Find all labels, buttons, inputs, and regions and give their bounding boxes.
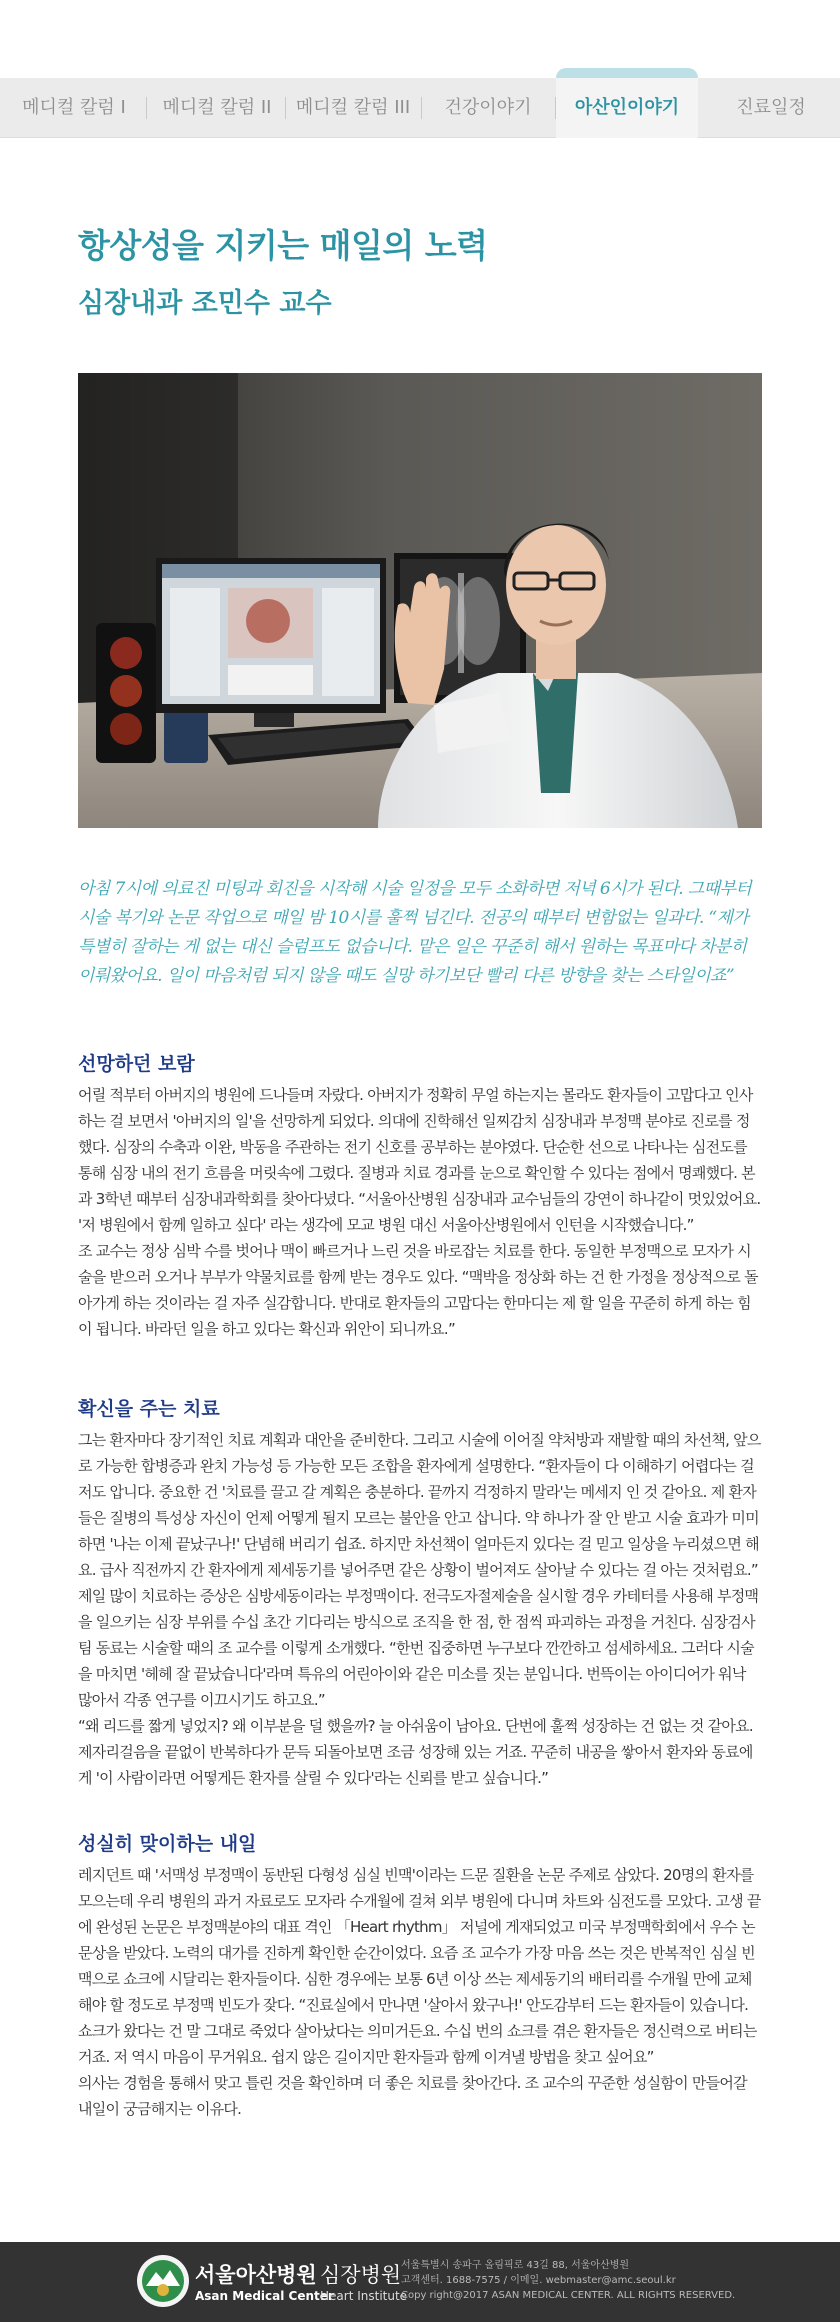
section-heading: 확신을 주는 치료: [78, 1398, 220, 1420]
section-body: [78, 1427, 762, 1791]
section-aspiration: [78, 1050, 762, 1342]
brand-name-korean: 서울아산병원: [195, 2263, 317, 2287]
paragraph: 어릴 적부터 아버지의 병원에 드나들며 자랐다. 아버지가 정확히 무얼 하는지는 몰라도 환자들이 고맙다고 인사하는 걸 보면서 '아버지의 일'을 선망하게 되었다. 의대에 진학해선 일찌감치 심장내과 부정맥 분야로 진로를 정했다. 심장의 수축과 이완, 박동을 주관하는 전기 신호를 공부하는 분야였다. 단순한 선으로 나타나는 심전도를 통해 심장 내의 전기 흐름을 머릿속에 그렸다. 질병과 치료 경과를 눈으로 확인할 수 있다는 점에서 명쾌했다. 본과 3학년 때부터 심장내과학회를 찾아다녔다. “서울아산병원 심장내과 교수님들의 강연이 하나같이 멋있었어요. '저 병원에서 함께 일하고 싶다' 라는 생각에 모교 병원 대신 서울아산병원에서 인턴을 시작했습니다.”: [78, 1086, 761, 1234]
section-body: [78, 1082, 762, 1342]
doctor-photo: [78, 373, 762, 828]
paragraph: 의사는 경험을 통해서 맞고 틀린 것을 확인하며 더 좋은 치료를 찾아간다. 조 교수의 꾸준한 성실함이 만들어갈 내일이 궁금해지는 이유다.: [78, 2074, 747, 2118]
section-body: [78, 1862, 762, 2122]
paragraph: 레지던트 때 '서맥성 부정맥이 동반된 다형성 심실 빈맥'이라는 드문 질환을 논문 주제로 삼았다. 20명의 환자를 모으는데 우리 병원의 과거 자료로도 모자라 수개월에 걸쳐 외부 병원에 다니며 차트와 심전도를 모았다. 고생 끝에 완성된 논문은 부정맥분야의 대표 격인 「Heart rhythm」 저널에 게재되었고 미국 부정맥학회에서 우수 논문상을 받았다. 노력의 대가를 진하게 확인한 순간이었다. 요즘 조 교수가 가장 마음 쓰는 것은 반복적인 심실 빈맥으로 쇼크에 시달리는 환자들이다. 심한 경우에는 보통 6년 이상 쓰는 제세동기의 배터리를 수개월 만에 교체해야 할 정도로 부정맥 빈도가 잦다. “진료실에서 만나면 '살아서 왔구나!' 안도감부터 드는 환자들이 있습니다. 쇼크가 왔다는 건 말 그대로 죽었다 살아났다는 의미거든요. 수십 번의 쇼크를 겪은 환자들은 정신력으로 버티는 거죠. 저 역시 마음이 무거워요. 쉽지 않은 길이지만 환자들과 함께 이겨낼 방법을 찾고 싶어요”: [78, 1866, 761, 2066]
section-tomorrow: [78, 1830, 762, 2122]
footer-contact: [401, 2258, 821, 2303]
article-subtitle: 심장내과 조민수 교수: [78, 288, 332, 319]
nav-divider: [285, 97, 286, 119]
paragraph: 그는 환자마다 장기적인 치료 계획과 대안을 준비한다. 그리고 시술에 이어질 약처방과 재발할 때의 차선책, 앞으로 가능한 합병증과 완치 가능성 등 가능한 모든 조합을 환자에게 설명한다. “환자들이 다 이해하기 어렵다는 걸 저도 압니다. 중요한 건 '치료를 끌고 갈 계획은 충분하다. 끝까지 걱정하지 말라'는 메세지 인 것 같아요. 제 환자들은 질병의 특성상 자신이 언제 어떻게 될지 모르는 불안을 안고 삽니다. 약 하나가 잘 안 받고 시술 효과가 미미하면 '나는 이제 끝났구나!' 단념해 버리기 쉽죠. 하지만 차선책이 얼마든지 있다는 걸 믿고 일상을 누리셨으면 해요. 급사 직전까지 간 환자에게 제세동기를 넣어주면 같은 상황이 벌어져도 살아날 수 있다는 걸 아는 것처럼요.”: [78, 1431, 761, 1579]
tab-medical-column-3[interactable]: 메디컬 칼럼 III: [295, 97, 411, 118]
nav-divider: [421, 97, 422, 119]
section-heading: 선망하던 보람: [78, 1053, 195, 1075]
department-name-english: Heart Institute: [320, 2289, 408, 2303]
section-confidence: [78, 1395, 762, 1791]
department-name-korean: 심장병원: [320, 2263, 402, 2287]
asan-logo-icon[interactable]: [136, 2254, 190, 2308]
article-title: 항상성을 지키는 매일의 노력: [78, 226, 488, 265]
paragraph: 조 교수는 정상 심박 수를 벗어나 맥이 빠르거나 느린 것을 바로잡는 치료를 한다. 동일한 부정맥으로 모자가 시술을 받으러 오거나 부부가 약물치료를 함께 받는 경우도 있다. “맥박을 정상화 하는 건 한 가정을 정상적으로 돌아가게 하는 것이라는 걸 자주 실감합니다. 반대로 환자들의 고맙다는 한마디는 제 할 일을 꾸준히 하게 하는 힘이 됩니다. 바라던 일을 하고 있다는 확신과 위안이 되니까요.”: [78, 1242, 758, 1338]
paragraph: “왜 리드를 짧게 넣었지? 왜 이부분을 덜 했을까? 늘 아쉬움이 남아요. 단번에 훌쩍 성장하는 건 없는 것 같아요. 제자리걸음을 끝없이 반복하다가 문득 되돌아보면 조금 성장해 있는 거죠. 꾸준히 내공을 쌓아서 환자와 동료에게 '이 사람이라면 어떻게든 환자를 살릴 수 있다'라는 신뢰를 받고 싶습니다.”: [78, 1717, 753, 1787]
paragraph: 제일 많이 치료하는 증상은 심방세동이라는 부정맥이다. 전극도자절제술을 실시할 경우 카테터를 사용해 부정맥을 일으키는 심장 부위를 수십 초간 기다리는 방식으로 조직을 한 점, 한 점씩 파괴하는 과정을 거친다. 심장검사팀 동료는 시술할 때의 조 교수를 이렇게 소개했다. “한번 집중하면 누구보다 깐깐하고 섬세하세요. 그러다 시술을 마치면 '헤헤 잘 끝났습니다'라며 특유의 어린아이와 같은 미소를 짓는 분입니다. 번뜩이는 아이디어가 워낙 많아서 각종 연구를 이끄시기도 하고요.”: [78, 1587, 759, 1709]
footer: [0, 2242, 840, 2322]
category-nav: [0, 78, 840, 138]
tab-medical-column-1[interactable]: 메디컬 칼럼 I: [22, 97, 126, 118]
tab-asan-people-story[interactable]: 아산인이야기: [556, 78, 698, 138]
doctor-photo-illustration: [78, 373, 762, 828]
footer-address: 서울특별시 송파구 올림픽로 43길 88, 서울아산병원: [401, 2260, 630, 2271]
lead-quote: 아침 7시에 의료진 미팅과 회진을 시작해 시술 일정을 모두 소화하면 저녁 6시가 된다. 그때부터 시술 복기와 논문 작업으로 매일 밤 10시를 훌쩍 넘긴다. 전공의 때부터 변함없는 일과다. “제가 특별히 잘하는 게 없는 대신 슬럼프도 없습니다. 맡은 일은 꾸준히 해서 원하는 목표마다 차분히 이뤄왔어요. 일이 마음처럼 되지 않을 때도 실망 하기보단 빨리 다른 방향을 찾는 스타일이죠”: [78, 879, 752, 986]
section-heading: 성실히 맞이하는 내일: [78, 1833, 257, 1855]
brand-name-english: Asan Medical Center: [195, 2289, 334, 2303]
footer-customer-center[interactable]: 고객센터. 1688-7575 / 이메일. webmaster@amc.seoul.kr: [401, 2275, 676, 2286]
footer-copyright: Copy right@2017 ASAN MEDICAL CENTER. ALL RIGHTS RESERVED.: [401, 2290, 736, 2301]
nav-divider: [146, 97, 147, 119]
tab-health-story[interactable]: 건강이야기: [444, 97, 532, 118]
tab-clinic-schedule[interactable]: 진료일정: [736, 97, 806, 118]
tab-medical-column-2[interactable]: 메디컬 칼럼 II: [162, 97, 272, 118]
